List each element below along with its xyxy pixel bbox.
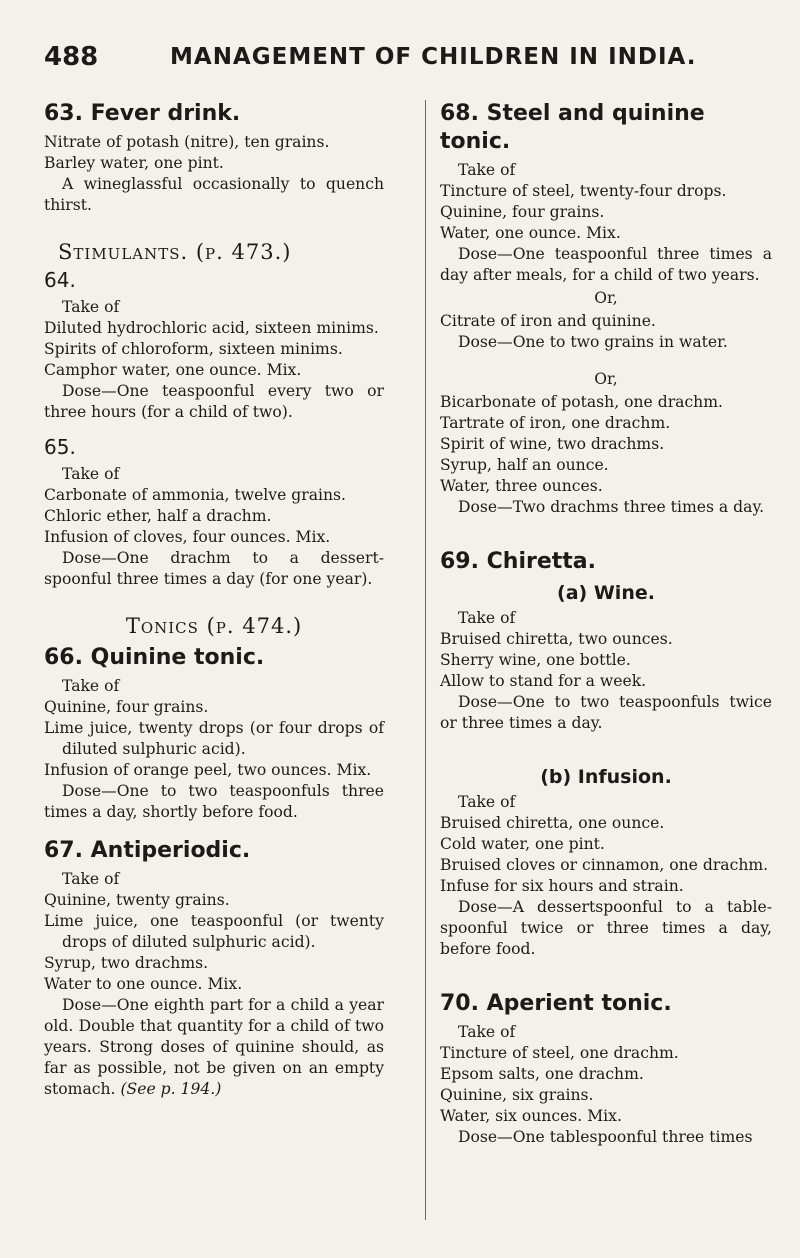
section-63-title: 63. Fever drink. bbox=[44, 101, 241, 126]
recipe-line: Syrup, half an ounce. bbox=[440, 456, 609, 474]
recipe-line: Sherry wine, one bottle. bbox=[440, 651, 631, 669]
take-of: Take of bbox=[62, 298, 120, 316]
take-of: Take of bbox=[458, 793, 516, 811]
recipe-line: Cold water, one pint. bbox=[440, 835, 605, 853]
recipe-line: Water to one ounce. Mix. bbox=[44, 975, 243, 993]
dose-line: Dose—One to two teaspoonfuls three times a day, shortly before food. bbox=[44, 782, 384, 821]
recipe-line: Syrup, two drachms. bbox=[44, 954, 209, 972]
recipe-line: Barley water, one pint. bbox=[44, 154, 224, 172]
recipe-line: Infusion of orange peel, two ounces. Mix. bbox=[44, 761, 372, 779]
or-separator: Or, bbox=[594, 289, 618, 307]
recipe-line: Water, three ounces. bbox=[440, 477, 603, 495]
dose-line: Dose—A dessertspoonful to a table-spoonful twice or three times a day, before food. bbox=[440, 898, 772, 958]
recipe-line: Water, six ounces. Mix. bbox=[440, 1107, 622, 1125]
recipe-line: Tincture of steel, twenty-four drops. bbox=[440, 182, 727, 200]
recipe-line: Quinine, four grains. bbox=[440, 203, 605, 221]
recipe-line: Tincture of steel, one drachm. bbox=[440, 1044, 679, 1062]
page-number: 488 bbox=[44, 42, 99, 72]
or-separator: Or, bbox=[594, 370, 618, 388]
column-divider bbox=[425, 100, 426, 1220]
recipe-line: Quinine, twenty grains. bbox=[44, 891, 230, 909]
recipe-line: Lime juice, one teaspoonful (or twenty drops of diluted sulphuric acid). bbox=[44, 912, 384, 951]
dose-line: Dose—One teaspoonful three times a day after meals, for a child of two years. bbox=[440, 245, 772, 284]
section-64-number: 64. bbox=[44, 268, 76, 292]
recipe-line: Infuse for six hours and strain. bbox=[440, 877, 684, 895]
take-of: Take of bbox=[62, 465, 120, 483]
right-column bbox=[440, 100, 772, 1148]
recipe-line: Lime juice, twenty drops (or four drops of diluted sulphuric acid). bbox=[44, 719, 384, 758]
subsection-a-title: (a) Wine. bbox=[557, 582, 655, 604]
recipe-line: Bruised cloves or cinnamon, one drachm. bbox=[440, 856, 769, 874]
dose-line: Dose—One teaspoonful every two or three hours (for a child of two). bbox=[44, 382, 384, 421]
recipe-line: Diluted hydrochloric acid, sixteen minims. bbox=[44, 319, 379, 337]
section-65-number: 65. bbox=[44, 435, 76, 459]
recipe-line: Bruised chiretta, two ounces. bbox=[440, 630, 673, 648]
recipe-line: Quinine, four grains. bbox=[44, 698, 209, 716]
recipe-line: Spirits of chloroform, sixteen minims. bbox=[44, 340, 343, 358]
dose-line: Dose—One to two grains in water. bbox=[458, 333, 728, 351]
dose-line: Dose—One drachm to a dessert-spoonful three times a day (for one year). bbox=[44, 549, 384, 588]
stimulants-heading: Stimulants. (p. 473.) bbox=[58, 240, 292, 264]
dose-line: Dose—One to two teaspoonfuls twice or three times a day. bbox=[440, 693, 772, 732]
recipe-line: Allow to stand for a week. bbox=[440, 672, 647, 690]
dose-text: Dose—One eighth part for a child a year old. Double that quantity for a child of two years. Strong doses of quinine should, as far as possible, not be given on an empty stomach. bbox=[44, 996, 384, 1098]
take-of: Take of bbox=[458, 1023, 516, 1041]
section-69-title: 69. Chiretta. bbox=[440, 549, 596, 574]
subsection-b-title: (b) Infusion. bbox=[540, 766, 672, 788]
recipe-line: Carbonate of ammonia, twelve grains. bbox=[44, 486, 347, 504]
dose-line: Dose—Two drachms three times a day. bbox=[458, 498, 765, 516]
take-of: Take of bbox=[62, 870, 120, 888]
recipe-line: Citrate of iron and quinine. bbox=[440, 312, 656, 330]
section-66-title: 66. Quinine tonic. bbox=[44, 645, 265, 670]
recipe-line: Epsom salts, one drachm. bbox=[440, 1065, 644, 1083]
dose-line bbox=[44, 995, 384, 1100]
recipe-line: Nitrate of potash (nitre), ten grains. bbox=[44, 133, 330, 151]
recipe-line: Tartrate of iron, one drachm. bbox=[440, 414, 671, 432]
section-68-title: 68. Steel and quinine tonic. bbox=[440, 101, 705, 154]
recipe-line: A wineglassful occasionally to quench thirst. bbox=[44, 175, 384, 214]
section-67-title: 67. Antiperiodic. bbox=[44, 838, 251, 863]
recipe-line: Infusion of cloves, four ounces. Mix. bbox=[44, 528, 331, 546]
recipe-line: Bicarbonate of potash, one drachm. bbox=[440, 393, 723, 411]
see-reference: (See p. 194.) bbox=[120, 1080, 222, 1098]
recipe-line: Quinine, six grains. bbox=[440, 1086, 594, 1104]
recipe-line: Bruised chiretta, one ounce. bbox=[440, 814, 665, 832]
section-70-title: 70. Aperient tonic. bbox=[440, 991, 672, 1016]
recipe-line: Spirit of wine, two drachms. bbox=[440, 435, 665, 453]
running-title: MANAGEMENT OF CHILDREN IN INDIA. bbox=[170, 44, 697, 70]
take-of: Take of bbox=[62, 677, 120, 695]
left-column bbox=[44, 100, 384, 1100]
tonics-heading: Tonics (p. 474.) bbox=[125, 614, 303, 638]
take-of: Take of bbox=[458, 609, 516, 627]
recipe-line: Camphor water, one ounce. Mix. bbox=[44, 361, 302, 379]
recipe-line: Chloric ether, half a drachm. bbox=[44, 507, 272, 525]
recipe-line: Water, one ounce. Mix. bbox=[440, 224, 621, 242]
dose-line: Dose—One tablespoonful three times bbox=[458, 1128, 753, 1146]
take-of: Take of bbox=[458, 161, 516, 179]
